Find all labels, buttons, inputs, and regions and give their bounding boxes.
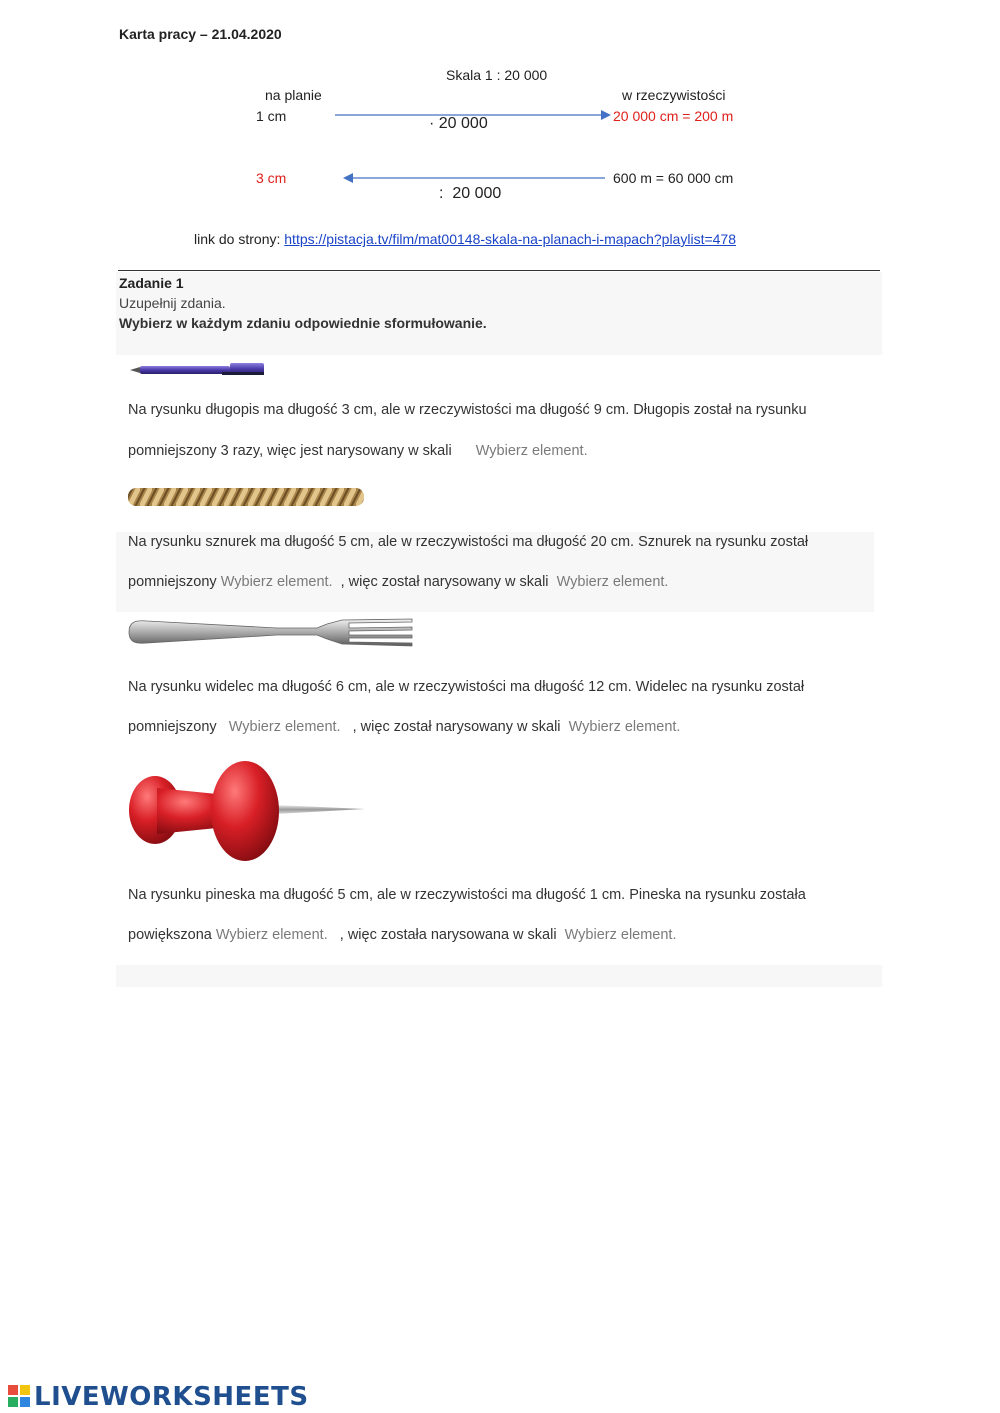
row2-plan-value: 3 cm — [256, 170, 287, 186]
item3-line2 — [128, 719, 680, 735]
item3-line1: Na rysunku widelec ma długość 6 cm, ale w rzeczywistości ma długość 12 cm. Widelec na rysunku został — [128, 679, 805, 695]
item2-line2 — [128, 574, 668, 590]
fork-icon — [127, 614, 415, 650]
reality-label: w rzeczywistości — [622, 87, 726, 103]
item1-text: pomniejszony 3 razy, więc jest narysowany w skali — [128, 443, 452, 459]
brand-name: LIVEWORKSHEETS — [34, 1382, 309, 1412]
row1-operation: · 20 000 — [429, 115, 488, 132]
item1-line2 — [128, 443, 588, 459]
plan-label: na planie — [265, 87, 322, 103]
liveworksheets-logo-icon — [8, 1385, 30, 1407]
task-title: Zadanie 1 — [119, 275, 184, 291]
item2-factor-dropdown[interactable]: Wybierz element. — [220, 574, 333, 590]
item4-factor-dropdown[interactable]: Wybierz element. — [215, 927, 328, 943]
item1-scale-dropdown[interactable]: Wybierz element. — [475, 443, 588, 459]
task-instruction: Uzupełnij zdania. — [119, 295, 226, 311]
item4-line1: Na rysunku pineska ma długość 5 cm, ale w rzeczywistości ma długość 1 cm. Pineska na rysunku została — [128, 887, 806, 903]
item4-text-b: , więc została narysowana w skali — [339, 927, 557, 943]
item4-scale-dropdown[interactable]: Wybierz element. — [564, 927, 677, 943]
link-line — [194, 231, 736, 247]
row2-reality-value: 600 m = 60 000 cm — [613, 170, 734, 186]
task-instruction-bold: Wybierz w każdym zdaniu odpowiednie sformułowanie. — [119, 315, 487, 331]
row1-plan-value: 1 cm — [256, 108, 287, 124]
scale-title: Skala 1 : 20 000 — [446, 67, 548, 83]
item3-scale-dropdown[interactable]: Wybierz element. — [568, 719, 681, 735]
task-header-box — [116, 272, 882, 355]
item3-factor-dropdown[interactable]: Wybierz element. — [228, 719, 341, 735]
item2-scale-dropdown[interactable]: Wybierz element. — [556, 574, 669, 590]
rope-icon — [128, 485, 364, 509]
item2-text-b: , więc został narysowany w skali — [340, 574, 549, 590]
video-link[interactable]: https://pistacja.tv/film/mat00148-skala-na-planach-i-mapach?playlist=478 — [284, 231, 736, 247]
item3-text-b: , więc został narysowany w skali — [352, 719, 561, 735]
row1-reality-value: 20 000 cm = 200 m — [613, 108, 734, 124]
pen-icon — [130, 359, 266, 379]
item2-text-a: pomniejszony — [128, 574, 217, 590]
arrow-left-icon — [343, 171, 605, 185]
pushpin-icon — [127, 758, 367, 864]
page-title: Karta pracy – 21.04.2020 — [119, 26, 282, 42]
item2-line1: Na rysunku sznurek ma długość 5 cm, ale w rzeczywistości ma długość 20 cm. Sznurek na rysunku został — [128, 534, 809, 550]
row2-operation: : 20 000 — [439, 185, 502, 202]
item1-line1: Na rysunku długopis ma długość 3 cm, ale w rzeczywistości ma długość 9 cm. Długopis został na rysunku — [128, 402, 807, 418]
item4-text-a: powiększona — [128, 927, 212, 943]
link-prefix: link do strony: — [194, 231, 281, 247]
item4-line2 — [128, 927, 677, 943]
divider — [118, 270, 880, 271]
item3-text-a: pomniejszony — [128, 719, 217, 735]
item4-box-bottom — [116, 965, 882, 987]
